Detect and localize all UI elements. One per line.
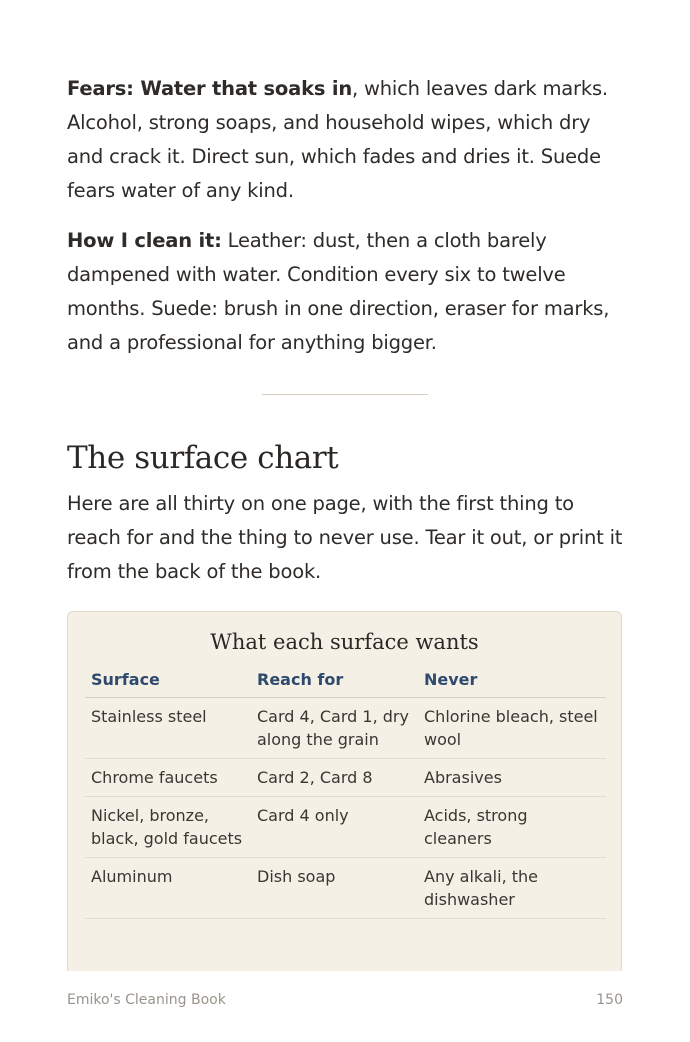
header-never: Never (418, 664, 606, 698)
surface-chart-box (67, 611, 622, 971)
clean-paragraph (67, 224, 623, 360)
cell-never: Abrasives (418, 759, 606, 797)
cell-reach-for: Card 2, Card 8 (251, 759, 418, 797)
page-content (67, 72, 623, 605)
chart-title: What each surface wants (210, 630, 479, 654)
table-header-row (85, 664, 606, 698)
cell-never: Acids, strong cleaners (418, 797, 606, 858)
fears-label: Fears: Water that soaks in (67, 77, 353, 100)
fears-text: , which leaves dark marks. Alcohol, strong soaps, and household wipes, which dry and crack it. Direct sun, which fades and dries it. Suede fears water of any kind. (67, 77, 608, 202)
cell-reach-for: Dish soap (251, 858, 418, 919)
table-row (85, 698, 606, 759)
cell-never: Any alkali, the dishwasher (418, 858, 606, 919)
section-intro: Here are all thirty on one page, with the first thing to reach for and the thing to never use. Tear it out, or print it from the back of the book. (67, 492, 623, 583)
header-reach-for: Reach for (251, 664, 418, 698)
footer-book-title: Emiko's Cleaning Book (67, 992, 226, 1008)
header-surface: Surface (85, 664, 251, 698)
clean-label: How I clean it: (67, 229, 222, 252)
cell-surface: Chrome faucets (85, 759, 251, 797)
table-row (85, 797, 606, 858)
cell-reach-for: Card 4, Card 1, dry along the grain (251, 698, 418, 759)
clean-text: Leather: dust, then a cloth barely dampened with water. Condition every six to twelve months. Suede: brush in one direction, eraser for marks, and a professional for anything bigger. (67, 229, 610, 354)
footer-page-number: 150 (596, 992, 623, 1008)
cell-surface: Nickel, bronze, black, gold faucets (85, 797, 251, 858)
cell-surface: Stainless steel (85, 698, 251, 759)
cell-reach-for: Card 4 only (251, 797, 418, 858)
surface-table (85, 664, 606, 919)
cell-never: Chlorine bleach, steel wool (418, 698, 606, 759)
cell-surface: Aluminum (85, 858, 251, 919)
section-heading: The surface chart (67, 440, 339, 476)
section-divider (262, 394, 428, 395)
fears-paragraph (67, 72, 623, 208)
table-row (85, 759, 606, 797)
table-row (85, 858, 606, 919)
